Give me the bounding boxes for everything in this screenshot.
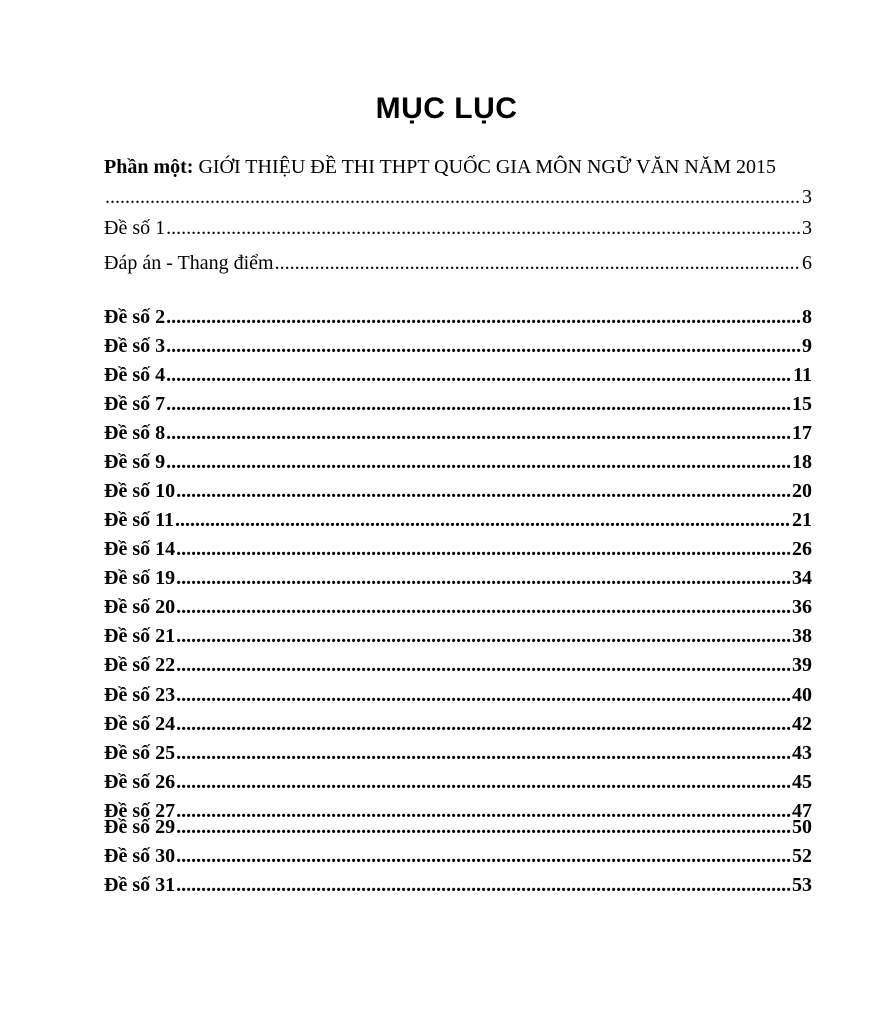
toc-entry[interactable] (104, 419, 812, 445)
toc-entry[interactable] (104, 214, 812, 240)
toc-label: Đề số 20 (104, 596, 176, 618)
toc-page-number: 43 (792, 742, 812, 764)
toc-label: Đề số 23 (104, 684, 176, 706)
toc-entry[interactable] (104, 332, 812, 358)
toc-label: Đề số 26 (104, 771, 176, 793)
toc-label: Đề số 30 (104, 845, 176, 867)
toc-leader (166, 364, 792, 387)
toc-entry[interactable] (104, 564, 812, 590)
toc-entry[interactable] (104, 303, 812, 329)
toc-page-number: 40 (792, 684, 812, 706)
toc-leader (166, 306, 801, 329)
toc-page-number: 36 (792, 596, 812, 618)
toc-page-number: 11 (793, 364, 812, 386)
toc-entry[interactable] (104, 506, 812, 532)
toc-page-number: 45 (792, 771, 812, 793)
part-lead: Phần một: (104, 156, 194, 178)
toc-page-number: 39 (792, 654, 812, 676)
toc-entry[interactable] (104, 813, 812, 839)
toc-leader (176, 567, 791, 590)
toc-label: Đề số 25 (104, 742, 176, 764)
toc-label: Đề số 10 (104, 480, 176, 502)
toc-page-number: 8 (802, 306, 812, 328)
toc-page-number: 3 (802, 186, 812, 208)
toc-label: Đề số 21 (104, 625, 176, 647)
toc-label: Đề số 11 (104, 509, 174, 531)
part-heading (104, 156, 776, 179)
toc-page-number: 26 (792, 538, 812, 560)
toc-leader (176, 845, 791, 868)
toc-entry[interactable] (104, 593, 812, 619)
toc-entry[interactable] (104, 710, 812, 736)
toc-entry[interactable] (104, 842, 812, 868)
toc-leader (176, 816, 791, 839)
toc-entry[interactable] (104, 477, 812, 503)
toc-label: Đề số 29 (104, 816, 176, 838)
toc-entry[interactable] (104, 768, 812, 794)
toc-entry[interactable] (104, 622, 812, 648)
toc-label: Đáp án - Thang điểm (104, 252, 274, 274)
toc-label: Đề số 9 (104, 451, 166, 473)
toc-page-number: 20 (792, 480, 812, 502)
toc-leader (176, 654, 791, 677)
toc-page-number: 3 (802, 217, 812, 239)
toc-entry[interactable] (104, 249, 812, 275)
toc-page-number: 50 (792, 816, 812, 838)
toc-label: Đề số 24 (104, 713, 176, 735)
part-text: GIỚI THIỆU ĐỀ THI THPT QUỐC GIA MÔN NGỮ VĂN NĂM 2015 (198, 156, 777, 178)
toc-leader (176, 742, 791, 765)
toc-label: Đề số 3 (104, 335, 166, 357)
toc-entry[interactable] (104, 390, 812, 416)
toc-entry[interactable] (104, 651, 812, 677)
toc-leader (176, 480, 791, 503)
toc-page-number: 15 (792, 393, 812, 415)
toc-page-number: 53 (792, 874, 812, 896)
toc-leader (176, 625, 791, 648)
toc-label: Đề số 7 (104, 393, 166, 415)
toc-page-number: 9 (802, 335, 812, 357)
toc-leader (176, 771, 791, 794)
toc-entry-part-page[interactable] (104, 183, 812, 209)
toc-leader (166, 335, 801, 358)
toc-leader (166, 422, 791, 445)
toc-label: Đề số 22 (104, 654, 176, 676)
toc-entry[interactable] (104, 681, 812, 707)
toc-label: Đề số 2 (104, 306, 166, 328)
toc-label: Đề số 8 (104, 422, 166, 444)
toc-leader (176, 713, 791, 736)
toc-label: Đề số 27 (104, 800, 176, 822)
toc-label: Đề số 19 (104, 567, 176, 589)
toc-page-number: 17 (792, 422, 812, 444)
toc-leader (176, 874, 791, 897)
toc-page-number: 34 (792, 567, 812, 589)
toc-entry[interactable] (104, 739, 812, 765)
toc-leader (176, 596, 791, 619)
toc-entry[interactable] (104, 361, 812, 387)
toc-entry[interactable] (104, 448, 812, 474)
toc-label: Đề số 4 (104, 364, 166, 386)
toc-page-number: 42 (792, 713, 812, 735)
toc-page-number: 38 (792, 625, 812, 647)
toc-page-number: 47 (792, 800, 812, 822)
toc-entry[interactable] (104, 535, 812, 561)
toc-entry[interactable] (104, 871, 812, 897)
toc-leader (275, 252, 801, 275)
toc-leader (176, 684, 791, 707)
toc-label: Đề số 31 (104, 874, 176, 896)
toc-page-number: 18 (792, 451, 812, 473)
toc-page-number: 21 (792, 509, 812, 531)
toc-leader (166, 217, 801, 240)
toc-label: Đề số 14 (104, 538, 176, 560)
toc-leader (166, 393, 791, 416)
page-title: MỤC LỤC (375, 92, 518, 125)
toc-page-number: 52 (792, 845, 812, 867)
toc-leader (105, 186, 801, 209)
toc-leader (176, 538, 791, 561)
toc-page-number: 6 (802, 252, 812, 274)
toc-label: Đề số 1 (104, 217, 166, 239)
toc-leader (175, 509, 791, 532)
toc-leader (166, 451, 791, 474)
